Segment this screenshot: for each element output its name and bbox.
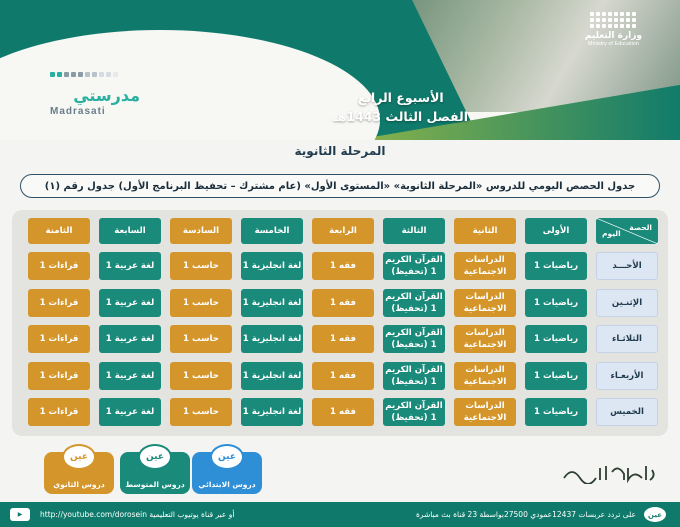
ministry-dots-icon <box>590 12 636 28</box>
term-label: الفصل الثالث 1443هـ <box>333 109 468 124</box>
period-header-1: الأولى <box>525 218 587 244</box>
lesson-cell: لغة عربية 1 <box>99 398 161 426</box>
period-header-5: الخامسة <box>241 218 303 244</box>
lesson-cell: حاسب 1 <box>170 362 232 390</box>
lesson-cell: الدراسات الاجتماعية <box>454 325 516 353</box>
primary-lessons-label: دروس الابتدائي <box>198 480 256 489</box>
day-label: الأحـــد <box>596 252 658 280</box>
lesson-cell: لغة انجليزية 1 <box>241 289 303 317</box>
madrasati-logo <box>42 72 140 122</box>
corner-day-label: اليوم <box>602 229 621 238</box>
lesson-cell: لغة انجليزية 1 <box>241 325 303 353</box>
secondary-lessons-button[interactable] <box>44 452 114 494</box>
youtube-icon[interactable]: ▶ <box>10 508 30 521</box>
lesson-cell: حاسب 1 <box>170 325 232 353</box>
period-header-8: الثامنة <box>28 218 90 244</box>
week-term-label <box>333 88 468 126</box>
footer-bar <box>0 502 680 527</box>
day-label: الأربعـاء <box>596 362 658 390</box>
lesson-cell: لغة عربية 1 <box>99 325 161 353</box>
ein-logo-icon: عين <box>62 444 96 470</box>
lesson-cell: قراءات 1 <box>28 362 90 390</box>
lesson-cell: القرآن الكريم 1 (تحفيظ) <box>383 252 445 280</box>
calligraphy-logo <box>562 462 658 484</box>
lesson-cell: حاسب 1 <box>170 289 232 317</box>
lesson-cell: قراءات 1 <box>28 252 90 280</box>
stage-title: المرحلة الثانوية <box>294 144 386 158</box>
ministry-name-en: Ministry of Education <box>587 41 639 47</box>
madrasati-name-ar: مدرستي <box>73 86 140 105</box>
lesson-cell: الدراسات الاجتماعية <box>454 289 516 317</box>
lesson-cell: قراءات 1 <box>28 398 90 426</box>
period-header-6: السادسة <box>170 218 232 244</box>
secondary-lessons-label: دروس الثانوي <box>53 480 105 489</box>
lesson-cell: لغة عربية 1 <box>99 252 161 280</box>
corner-header-cell <box>596 218 658 244</box>
lesson-cell: الدراسات الاجتماعية <box>454 362 516 390</box>
lesson-cell: فقه 1 <box>312 289 374 317</box>
lesson-cell: رياضيات 1 <box>525 398 587 426</box>
lesson-cell: رياضيات 1 <box>525 325 587 353</box>
lesson-cell: فقه 1 <box>312 325 374 353</box>
lesson-cell: رياضيات 1 <box>525 362 587 390</box>
corner-period-label: الحصة <box>629 223 652 232</box>
lesson-cell: القرآن الكريم 1 (تحفيظ) <box>383 325 445 353</box>
period-header-3: الثالثة <box>383 218 445 244</box>
lesson-cell: فقه 1 <box>312 362 374 390</box>
lesson-cell: فقه 1 <box>312 252 374 280</box>
middle-lessons-label: دروس المتوسط <box>125 480 185 489</box>
ein-logo-icon: عين <box>138 444 172 470</box>
period-header-2: الثانية <box>454 218 516 244</box>
satellite-info: على تردد عربسات 12437عمودي 27500بواسطة 23 قناة بث مباشرة <box>415 510 636 519</box>
lesson-cell: لغة انجليزية 1 <box>241 398 303 426</box>
period-header-4: الرابعة <box>312 218 374 244</box>
lesson-cell: رياضيات 1 <box>525 252 587 280</box>
schedule-table-title: جدول الحصص اليومي للدروس «المرحلة الثانوية» «المستوى الأول» (عام مشترك – تحفيظ البرنامج الأول) جدول رقم (١) <box>20 174 660 198</box>
madrasati-dots-icon <box>50 72 118 77</box>
schedule-table <box>12 210 668 436</box>
primary-lessons-button[interactable] <box>192 452 262 494</box>
lesson-cell: لغة عربية 1 <box>99 289 161 317</box>
lesson-cell: قراءات 1 <box>28 289 90 317</box>
ministry-name-ar: وزارة التعليم <box>584 31 642 41</box>
youtube-link[interactable]: أو عبر قناة يوتيوب التعليمية http://youtube.com/dorosein <box>40 510 235 519</box>
lesson-cell: حاسب 1 <box>170 252 232 280</box>
lesson-cell: لغة انجليزية 1 <box>241 252 303 280</box>
lesson-cell: الدراسات الاجتماعية <box>454 398 516 426</box>
lesson-cell: الدراسات الاجتماعية <box>454 252 516 280</box>
madrasati-name-en: Madrasati <box>50 106 106 117</box>
middle-lessons-button[interactable] <box>120 452 190 494</box>
ein-logo-icon: عين <box>210 444 244 470</box>
day-label: الإثنـين <box>596 289 658 317</box>
lesson-cell: فقه 1 <box>312 398 374 426</box>
lesson-cell: حاسب 1 <box>170 398 232 426</box>
lesson-cell: القرآن الكريم 1 (تحفيظ) <box>383 289 445 317</box>
day-label: الخميس <box>596 398 658 426</box>
ministry-logo <box>585 12 642 47</box>
lesson-cell: قراءات 1 <box>28 325 90 353</box>
day-label: الثلاثـاء <box>596 325 658 353</box>
period-header-7: السابعة <box>99 218 161 244</box>
lesson-cell: لغة عربية 1 <box>99 362 161 390</box>
lesson-cell: القرآن الكريم 1 (تحفيظ) <box>383 398 445 426</box>
lesson-cell: القرآن الكريم 1 (تحفيظ) <box>383 362 445 390</box>
ein-channel-icon: عين <box>644 507 666 522</box>
lesson-cell: رياضيات 1 <box>525 289 587 317</box>
week-label: الأسبوع الرابع <box>357 90 444 105</box>
lesson-cell: لغة انجليزية 1 <box>241 362 303 390</box>
